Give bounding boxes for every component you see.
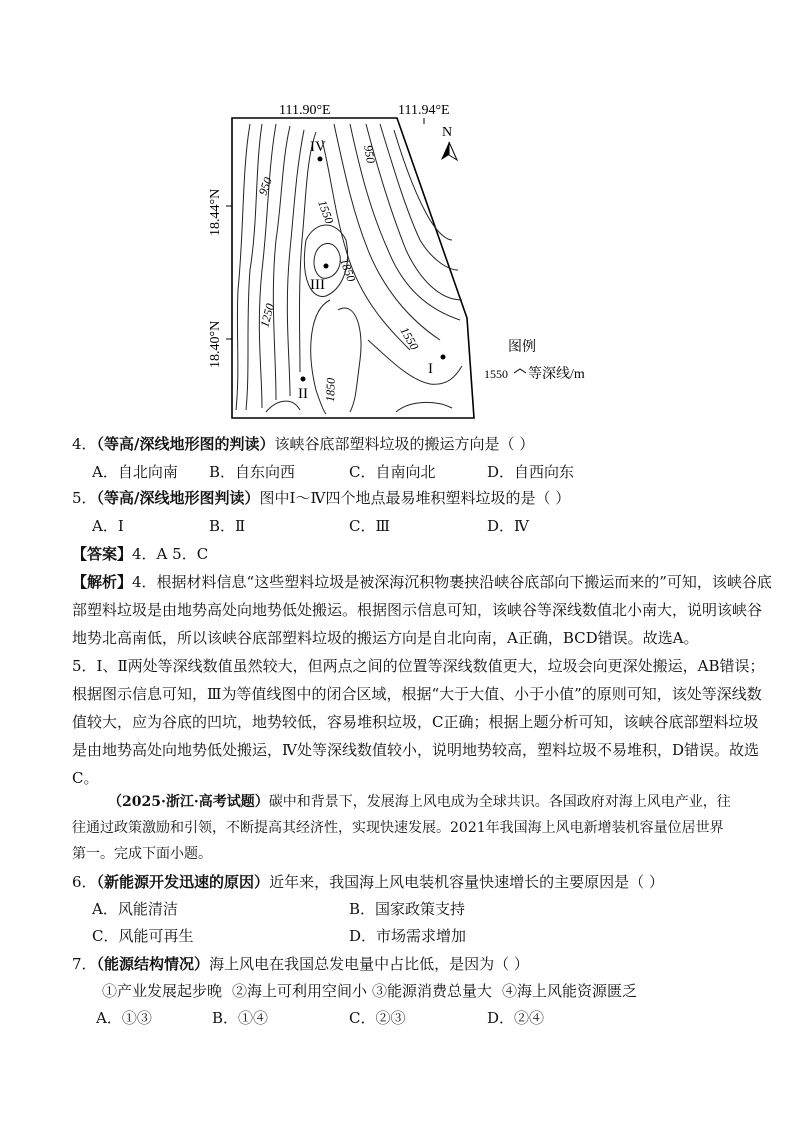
q5-option-d[interactable]: D．Ⅳ bbox=[487, 517, 530, 535]
q7-item-3: ③能源消费总量大 bbox=[372, 982, 493, 1000]
q7-option-b[interactable]: B．①④ bbox=[212, 1009, 269, 1027]
q7-item-1: ①产业发展起步晚 bbox=[102, 982, 223, 1000]
q5-option-a[interactable]: A．Ⅰ bbox=[92, 517, 124, 535]
question-4: 4．（等高/深线地形图的判读）该峡谷底部塑料垃圾的搬运方向是（ ） bbox=[72, 435, 535, 453]
contour-label: 1850 bbox=[323, 377, 338, 403]
bathymetric-map bbox=[208, 96, 602, 426]
legend-value: 1550 bbox=[484, 367, 508, 381]
contour-label: 950 bbox=[255, 175, 275, 198]
contour-label: 950 bbox=[361, 144, 378, 165]
q6-option-c[interactable]: C．风能可再生 bbox=[92, 927, 194, 945]
source-passage-line: 往通过政策激励和引领，不断提高其经济性，实现快速发展。2021年我国海上风电新增装机容量位居世界 bbox=[72, 820, 724, 836]
north-arrow-icon bbox=[441, 125, 457, 160]
point-marker bbox=[441, 355, 446, 360]
source-tag: （2025·浙江·高考试题） bbox=[108, 794, 269, 810]
point-label-ii: II bbox=[298, 386, 308, 402]
lat-label-top: 18.44°N bbox=[208, 188, 223, 236]
question-5: 5．（等高/深线地形图判读）图中Ⅰ～Ⅳ四个地点最易堆积塑料垃圾的是（ ） bbox=[72, 489, 571, 507]
q7-option-c[interactable]: C．②③ bbox=[349, 1009, 406, 1027]
q6-option-d[interactable]: D．市场需求增加 bbox=[349, 927, 467, 945]
q4-option-a[interactable]: A．自北向南 bbox=[92, 463, 178, 481]
q6-option-a[interactable]: A．风能清洁 bbox=[92, 900, 178, 918]
analysis-line: 是由地势高处向地势低处搬运，Ⅳ处等深线数值较小，说明地势较高，塑料垃圾不易堆积，D错误。故选 bbox=[72, 741, 760, 759]
source-passage-line: 第一。完成下面小题。 bbox=[72, 846, 212, 862]
contour-label: 1550 bbox=[315, 198, 337, 226]
point-marker bbox=[318, 157, 323, 162]
answer-label: 【答案】 bbox=[72, 545, 133, 563]
q6-option-b[interactable]: B．国家政策支持 bbox=[349, 900, 466, 918]
point-label-iii: III bbox=[310, 277, 325, 293]
north-label: N bbox=[442, 125, 453, 140]
analysis-line: C。 bbox=[72, 769, 99, 787]
analysis-line: 【解析】4．根据材料信息“这些塑料垃圾是被深海沉积物裹挟沿峡谷底部向下搬运而来的”可知，该峡谷底 bbox=[72, 573, 772, 591]
q5-option-c[interactable]: C．Ⅲ bbox=[349, 517, 390, 535]
point-label-i: I bbox=[428, 361, 433, 377]
q7-option-d[interactable]: D．②④ bbox=[487, 1009, 545, 1027]
q7-item-4: ④海上风能资源匮乏 bbox=[502, 982, 638, 1000]
analysis-label: 【解析】 bbox=[72, 573, 133, 591]
question-tag: （能源结构情况） bbox=[96, 955, 210, 973]
contour-label: 1550 bbox=[397, 324, 422, 353]
point-label-iv: IV bbox=[310, 139, 326, 155]
contour-label: 1850 bbox=[337, 256, 359, 284]
legend-label: 等深线/m bbox=[528, 367, 585, 382]
answer-text: 4．A 5．C bbox=[132, 545, 209, 563]
analysis-line: 根据图示信息可知，Ⅲ为等值线图中的闭合区域，根据“大于大值、小于小值”的原则可知，该处等深线数 bbox=[72, 685, 762, 703]
q5-option-b[interactable]: B．Ⅱ bbox=[209, 517, 246, 535]
contour-label: 1250 bbox=[257, 301, 278, 329]
question-tag: （等高/深线地形图的判读） bbox=[96, 435, 275, 453]
lon-label-right: 111.94°E bbox=[398, 103, 450, 118]
q7-item-2: ②海上可利用空间小 bbox=[232, 982, 368, 1000]
analysis-line: 值较大，应为谷底的凹坑，地势较低，容易堆积垃圾，C正确；根据上题分析可知，该峡谷底部塑料垃圾 bbox=[72, 713, 759, 731]
q7-option-a[interactable]: A．①③ bbox=[96, 1009, 152, 1027]
analysis-line: 地势北高南低，所以该峡谷底部塑料垃圾的搬运方向是自北向南，A正确，BCD错误。故选A。 bbox=[72, 629, 699, 647]
q4-option-b[interactable]: B．自东向西 bbox=[209, 463, 296, 481]
lon-label-left: 111.90°E bbox=[279, 103, 331, 118]
source-passage: （2025·浙江·高考试题）碳中和背景下，发展海上风电成为全球共识。各国政府对海上风电产业，往 bbox=[108, 794, 731, 810]
lat-label-bottom: 18.40°N bbox=[208, 320, 223, 368]
analysis-line: 5．Ⅰ、Ⅱ两处等深线数值虽然较大，但两点之间的位置等深线数值更大，垃圾会向更深处搬运，AB错误； bbox=[72, 657, 765, 675]
legend-title: 图例 bbox=[508, 340, 536, 355]
q4-option-d[interactable]: D．自西向东 bbox=[487, 463, 575, 481]
question-7: 7．（能源结构情况）海上风电在我国总发电量中占比低，是因为（ ） bbox=[72, 955, 529, 973]
point-marker bbox=[324, 264, 329, 269]
question-6: 6．（新能源开发迅速的原因）近年来，我国海上风电装机容量快速增长的主要原因是（ ） bbox=[72, 873, 664, 891]
question-tag: （等高/深线地形图判读） bbox=[96, 489, 260, 507]
question-tag: （新能源开发迅速的原因） bbox=[96, 873, 270, 891]
q4-option-c[interactable]: C．自南向北 bbox=[349, 463, 436, 481]
answer-line bbox=[72, 540, 752, 568]
analysis-line: 部塑料垃圾是由地势高处向地势低处搬运。根据图示信息可知，该峡谷等深线数值北小南大，说明该峡谷 bbox=[72, 601, 763, 619]
point-marker bbox=[301, 377, 306, 382]
